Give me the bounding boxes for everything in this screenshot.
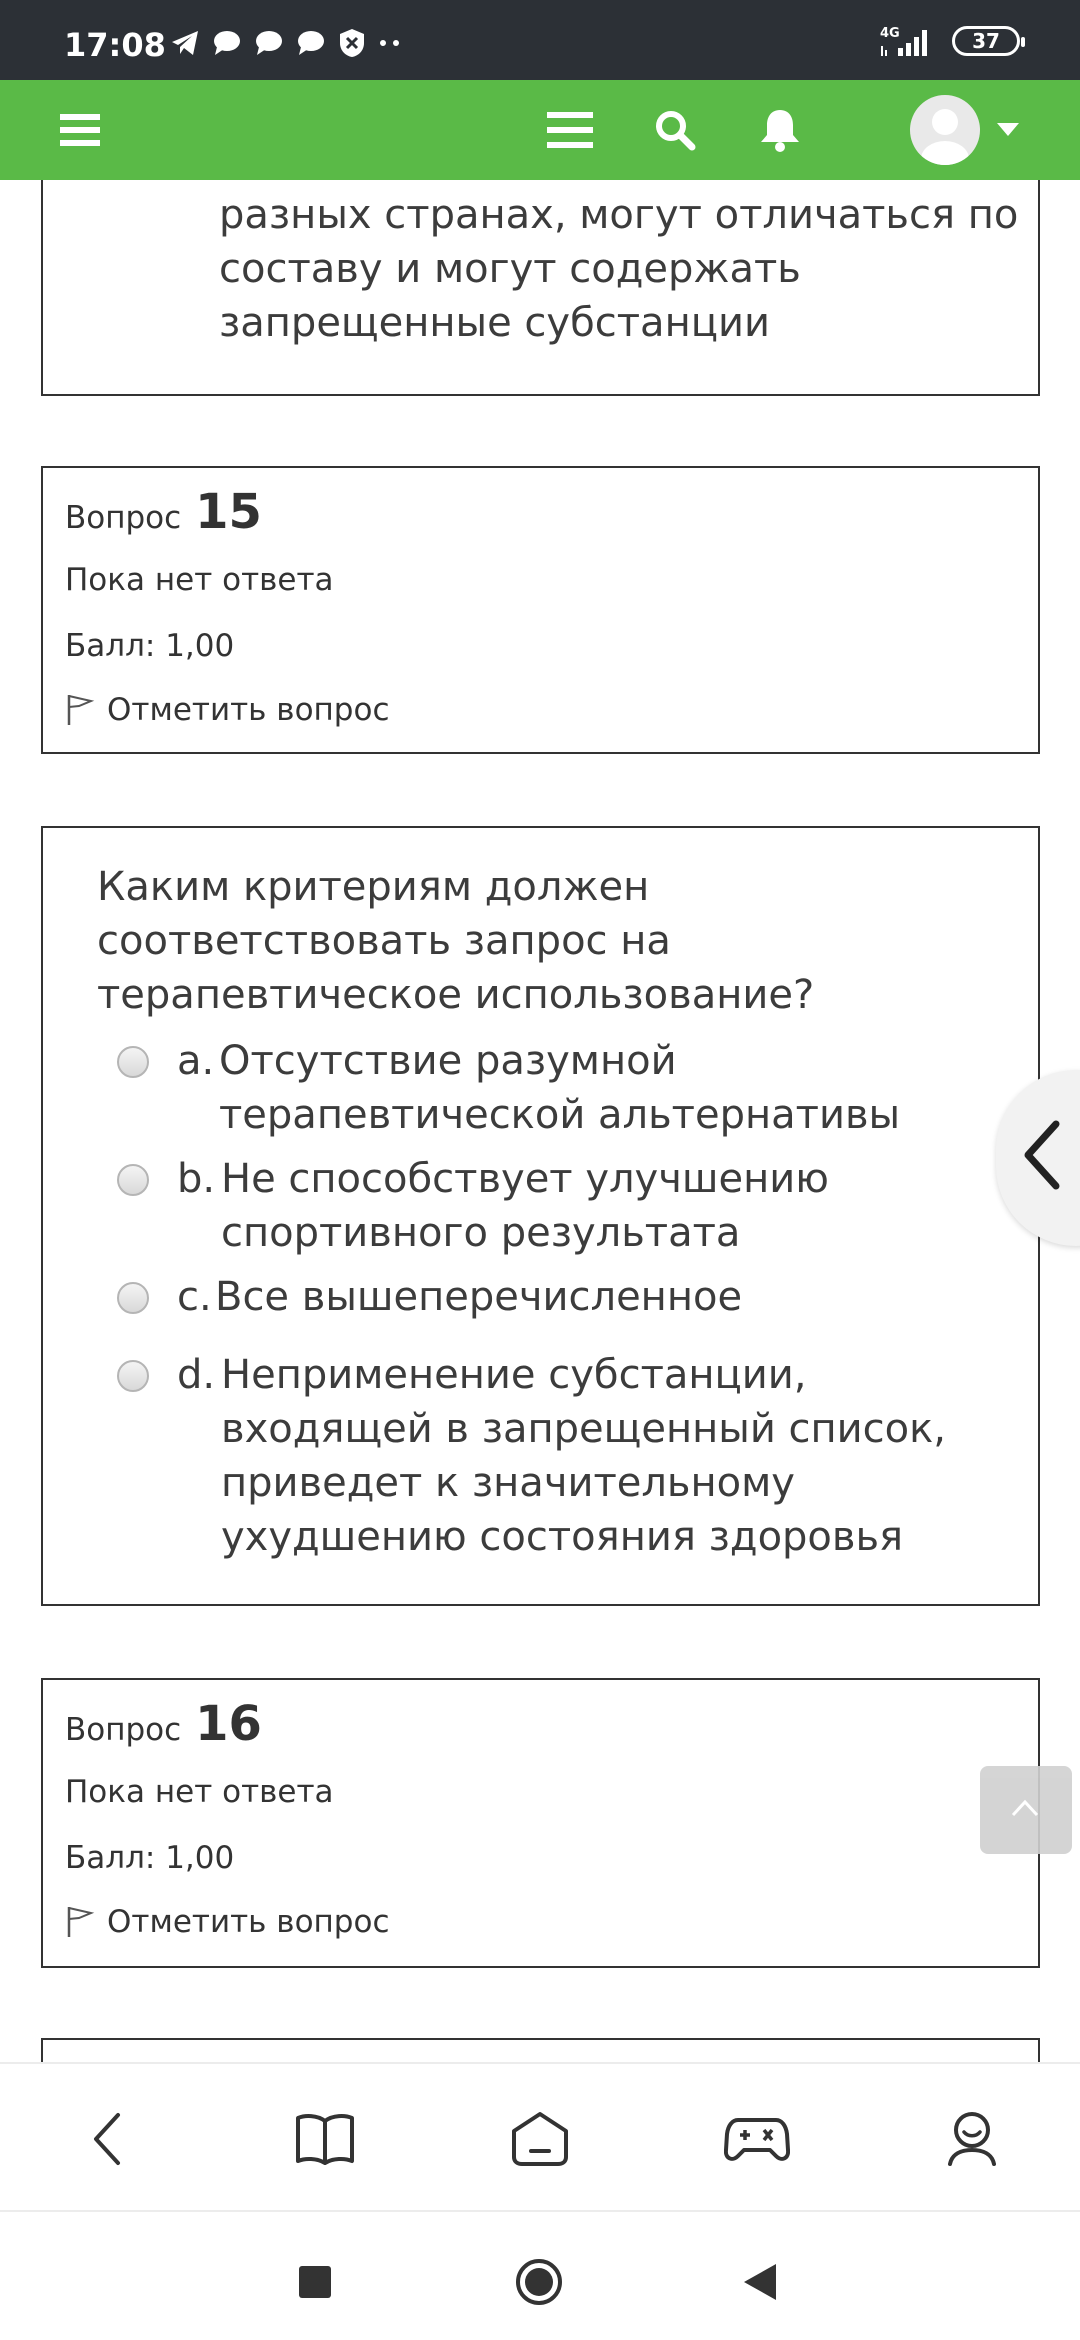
next-question-box (41, 2038, 1040, 2062)
circle-icon (514, 2257, 564, 2307)
fragment-line: запрещенные субстанции (219, 300, 770, 346)
option-text: Не способствует улучшению спортивного результата (221, 1156, 829, 1256)
menu-icon (60, 112, 100, 148)
radio-button[interactable] (117, 1164, 149, 1196)
chat-icon (254, 29, 284, 57)
nav-games-button[interactable] (722, 2104, 792, 2174)
fragment-line: разных странах, могут отличаться по (219, 192, 1019, 238)
option-letter: a. (177, 1038, 215, 1084)
telegram-icon (170, 29, 200, 57)
question-text: Каким критериям должен соответствовать запрос на терапевтическое использование? (97, 864, 815, 1018)
system-home-button[interactable] (509, 2252, 569, 2312)
flag-icon (65, 693, 95, 727)
flag-icon (65, 1905, 95, 1939)
nav-bookmarks-button[interactable] (290, 2104, 360, 2174)
radio-button[interactable] (117, 1046, 149, 1078)
option-text: Все вышеперечисленное (215, 1274, 743, 1320)
answer-option-c[interactable] (117, 1270, 1017, 1330)
search-icon (654, 109, 696, 151)
previous-question-fragment (41, 180, 1040, 396)
flag-question-label: Отметить вопрос (107, 1904, 390, 1940)
notifications-button[interactable] (750, 80, 810, 180)
radio-button[interactable] (117, 1282, 149, 1314)
course-index-button[interactable] (540, 80, 600, 180)
radio-button[interactable] (117, 1360, 149, 1392)
option-text: Отсутствие разумной терапевтической альтернативы (219, 1038, 901, 1138)
square-icon (298, 2265, 332, 2299)
answer-option-d[interactable] (117, 1348, 1017, 1568)
profile-icon (945, 2110, 999, 2168)
triangle-back-icon (742, 2262, 778, 2302)
question-15-info (41, 466, 1040, 754)
answer-status: Пока нет ответа (65, 562, 334, 598)
nav-profile-button[interactable] (937, 2104, 1007, 2174)
search-button[interactable] (645, 80, 705, 180)
option-letter: b. (177, 1156, 216, 1202)
answer-status: Пока нет ответа (65, 1774, 334, 1810)
browser-bottom-nav (0, 2062, 1080, 2210)
question-score: Балл: 1,00 (65, 628, 235, 664)
option-letter: d. (177, 1352, 216, 1398)
user-menu-button[interactable] (905, 80, 985, 180)
answer-option-b[interactable] (117, 1152, 1017, 1262)
question-16-info (41, 1678, 1040, 1968)
question-number: Вопрос 16 (65, 1696, 262, 1752)
nav-back-button[interactable] (72, 2104, 142, 2174)
chat-icon (296, 29, 326, 57)
dropdown-caret-icon (997, 123, 1019, 137)
app-bar (0, 80, 1080, 180)
status-bar (0, 0, 1080, 80)
signal-icon: 4G (878, 24, 938, 58)
list-icon (547, 110, 593, 150)
shield-icon (338, 28, 366, 58)
book-icon (295, 2113, 355, 2165)
question-number: Вопрос 15 (65, 484, 262, 540)
home-icon (511, 2111, 569, 2167)
avatar (910, 95, 980, 165)
nav-home-button[interactable] (505, 2104, 575, 2174)
battery-icon: 37 (952, 26, 1020, 56)
flag-question-label: Отметить вопрос (107, 692, 390, 728)
chevron-left-icon (1022, 1120, 1062, 1190)
quiz-content (0, 180, 1080, 2062)
bell-icon (758, 107, 802, 153)
more-dots-icon (378, 38, 402, 48)
recent-apps-button[interactable] (285, 2252, 345, 2312)
option-text: Неприменение субстанции, входящей в запрещенный список, приведет к значительному ухудшению состояния здоровья (221, 1352, 947, 1560)
user-icon (910, 95, 980, 165)
back-icon (92, 2111, 122, 2167)
user-menu-caret[interactable] (990, 80, 1026, 180)
notification-icons (170, 28, 402, 58)
answer-option-a[interactable] (117, 1034, 1017, 1144)
chat-icon (212, 29, 242, 57)
chevron-up-icon (1010, 1796, 1040, 1820)
fragment-line: составу и могут содержать (219, 246, 801, 292)
status-time: 17:08 (64, 26, 166, 64)
question-score: Балл: 1,00 (65, 1840, 235, 1876)
system-back-button[interactable] (730, 2252, 790, 2312)
flag-question-link[interactable] (65, 1904, 390, 1940)
gamepad-icon (724, 2114, 790, 2164)
back-to-top-button[interactable] (980, 1766, 1072, 1854)
option-letter: c. (177, 1274, 212, 1320)
system-navigation-bar (0, 2210, 1080, 2340)
menu-button[interactable] (50, 80, 110, 180)
question-15-body (41, 826, 1040, 1606)
flag-question-link[interactable] (65, 692, 390, 728)
